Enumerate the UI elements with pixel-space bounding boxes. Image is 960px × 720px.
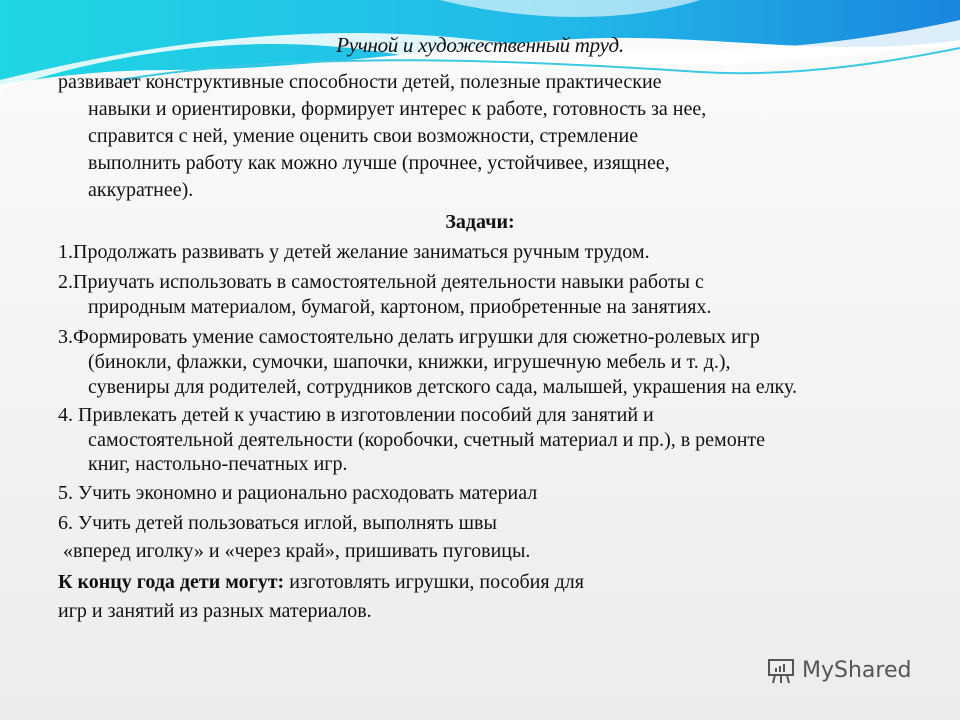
intro-line: выполнить работу как можно лучше (прочнее, устойчивее, изящнее, (88, 152, 670, 174)
intro-line: навыки и ориентировки, формирует интерес к работе, готовность за нее, (88, 98, 707, 120)
tasks-heading: Задачи: (445, 211, 515, 233)
task-line: 2.Приучать использовать в самостоятельной деятельности навыки работы с (58, 271, 704, 293)
presentation-board-icon (766, 655, 796, 685)
intro-line: развивает конструктивные способности детей, полезные практические (58, 71, 662, 93)
task-line: (бинокли, флажки, сумочки, шапочки, книжки, игрушечную мебель и т. д.), (88, 351, 731, 373)
task-line: 5. Учить экономно и рационально расходовать материал (58, 482, 538, 504)
task-line: 6. Учить детей пользоваться иглой, выполнять швы (58, 512, 497, 534)
task-line: книг, настольно-печатных игр. (88, 453, 348, 475)
task-line: 1.Продолжать развивать у детей желание заниматься ручным трудом. (58, 241, 650, 263)
myshared-logo (766, 655, 911, 685)
intro-line: аккуратнее). (88, 179, 194, 201)
slide-title: Ручной и художественный труд. (336, 33, 624, 57)
task-line: сувениры для родителей, сотрудников детского сада, малышей, украшения на елку. (88, 376, 797, 398)
task-line: 3.Формировать умение самостоятельно делать игрушки для сюжетно-ролевых игр (58, 326, 760, 348)
outcome-label: К концу года дети могут: (58, 571, 285, 593)
outcome-line (58, 570, 584, 594)
intro-line: справится с ней, умение оценить свои возможности, стремление (88, 125, 639, 147)
logo-text: MyShared (802, 657, 912, 683)
task-line: самостоятельной деятельности (коробочки, счетный материал и пр.), в ремонте (88, 429, 766, 451)
outcome-text: изготовлять игрушки, пособия для (284, 571, 584, 593)
task-line: «вперед иголку» и «через край», пришивать пуговицы. (58, 540, 531, 562)
task-line: природным материалом, бумагой, картоном, приобретенные на занятиях. (88, 296, 712, 318)
outcome-line-2: игр и занятий из разных материалов. (58, 600, 372, 622)
task-line: 4. Привлекать детей к участию в изготовлении пособий для занятий и (58, 404, 654, 426)
